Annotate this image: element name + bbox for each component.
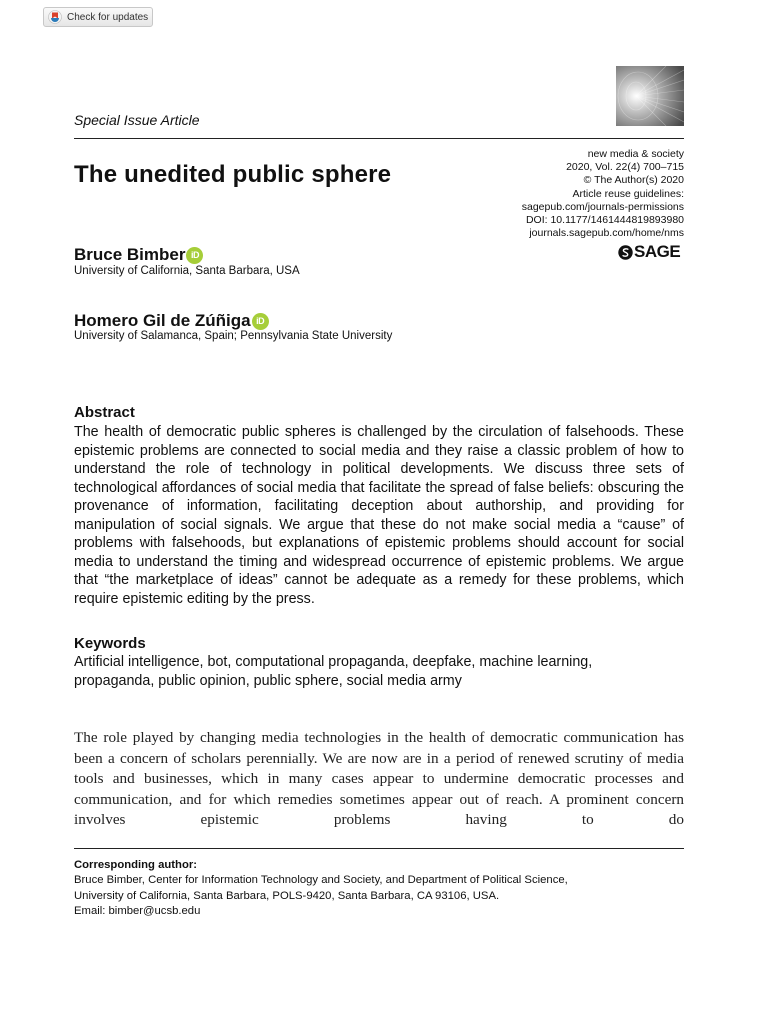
journal-cover-image [616,66,684,126]
body-paragraph: The role played by changing media technologies in the health of democratic communication has been a concern of scholars perennially. We are now are in a period of renewed scrutiny of media tools and businesses, which in many cases appear to undermine democratic processes and communication, and for which remedies sometimes appear out of reach. A prominent concern involves epistemic problems having to do [74,729,684,829]
reuse-guidelines-label: Article reuse guidelines: [572,187,684,200]
journal-name: new media & society [587,148,684,160]
footnote-line-2: University of California, Santa Barbara, POLS-9420, Santa Barbara, CA 93106, USA. [74,889,500,902]
orcid-icon[interactable]: iD [186,247,203,264]
footnote-line-1: Bruce Bimber, Center for Information Technology and Society, and Department of Political Science, [74,874,568,887]
section-label: Special Issue Article [74,112,200,128]
footnote-heading: Corresponding author: [74,859,198,871]
author-name-text: Bruce Bimber [74,245,186,264]
keywords-heading: Keywords [74,635,146,652]
journal-copyright: © The Author(s) 2020 [583,174,684,187]
sage-logo [618,242,686,262]
sage-logo-icon [618,245,633,260]
crossmark-icon [48,10,62,24]
sage-logo-text: SAGE [634,242,681,261]
permissions-link[interactable]: sagepub.com/journals-permissions [521,200,684,213]
header-divider [74,138,684,139]
footnote-divider [74,848,684,849]
author-name-2 [74,311,269,331]
author-affiliation-2: University of Salamanca, Spain; Pennsylvania State University [74,330,393,342]
check-for-updates-button[interactable] [43,7,153,27]
abstract-text: The health of democratic public spheres is challenged by the circulation of falsehoods. These epistemic problems are connected to social media and they raise a classic problem of how to understand the role of technology in political developments. We discuss three sets of technological affordances of social media that facilitate the spread of false beliefs: obscuring the provenance of information, facilitating deception about authorship, and providing for manipulation of social signals. We argue that these do not make social media a “cause” of problems with falsehoods, but explanations of epistemic problems should account for social media to understand the timing and widespread occurrence of epistemic problems. We argue that “the marketplace of ideas” cannot be adequate as a remedy for these problems, which require epistemic editing by the press. [74,424,684,607]
corresponding-author-note [74,858,684,919]
keywords-line-1: Artificial intelligence, bot, computational propaganda, deepfake, machine learning, [74,654,593,670]
journal-home-link[interactable]: journals.sagepub.com/home/nms [529,227,684,240]
journal-metadata [384,148,684,240]
keywords-list [74,653,684,690]
abstract-heading: Abstract [74,404,135,421]
journal-volume: 2020, Vol. 22(4) 700–715 [566,161,684,174]
author-name-text: Homero Gil de Zúñiga [74,311,251,330]
article-title: The unedited public sphere [74,161,392,188]
footnote-email[interactable]: Email: bimber@ucsb.edu [74,904,201,917]
keywords-line-2: propaganda, public opinion, public sphere, social media army [74,672,462,689]
orcid-icon[interactable]: iD [252,313,269,330]
check-for-updates-label: Check for updates [67,11,149,23]
doi-link[interactable]: DOI: 10.1177/1461444819893980 [525,214,684,227]
author-affiliation-1: University of California, Santa Barbara, USA [74,265,300,277]
author-name-1 [74,245,203,265]
